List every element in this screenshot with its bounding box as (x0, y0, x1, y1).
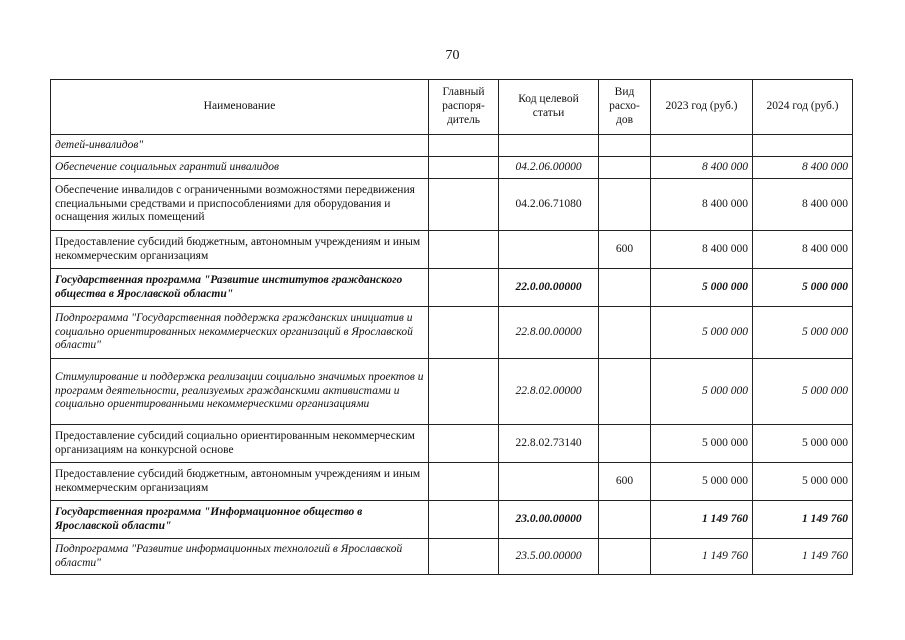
row-2024-cell: 5 000 000 (753, 463, 853, 501)
page-number: 70 (445, 48, 460, 63)
row-name-cell: Подпрограмма "Развитие информационных технологий в Ярославской области" (51, 539, 429, 575)
row-2023-cell: 5 000 000 (651, 269, 753, 307)
row-expense-cell (599, 501, 651, 539)
row-2024-cell: 5 000 000 (753, 307, 853, 359)
budget-table (50, 79, 853, 575)
row-name-cell: Стимулирование и поддержка реализации социально значимых проектов и программ деятельности, реализуемых гражданскими активистами и социально ориентированными некоммерческими организациями (51, 359, 429, 425)
table-row (51, 359, 853, 425)
row-manager-cell (429, 359, 499, 425)
row-expense-cell (599, 307, 651, 359)
row-expense-cell (599, 539, 651, 575)
header-2023: 2023 год (руб.) (651, 80, 753, 135)
row-2024-cell (753, 135, 853, 157)
row-manager-cell (429, 157, 499, 179)
table-row (51, 135, 853, 157)
row-manager-cell (429, 135, 499, 157)
row-expense-cell (599, 157, 651, 179)
row-manager-cell (429, 179, 499, 231)
row-code-cell (499, 135, 599, 157)
row-manager-cell (429, 539, 499, 575)
row-2023-cell: 5 000 000 (651, 425, 753, 463)
row-expense-cell (599, 359, 651, 425)
table-header-row (51, 80, 853, 135)
header-code: Код целевой статьи (499, 80, 599, 135)
row-2023-cell: 5 000 000 (651, 463, 753, 501)
row-expense-cell (599, 179, 651, 231)
table-row (51, 539, 853, 575)
row-2024-cell: 5 000 000 (753, 269, 853, 307)
row-2023-cell (651, 135, 753, 157)
row-name-cell: Предоставление субсидий социально ориентированным некоммерческим организациям на конкурсной основе (51, 425, 429, 463)
row-2023-cell: 8 400 000 (651, 157, 753, 179)
row-2023-cell: 1 149 760 (651, 501, 753, 539)
row-manager-cell (429, 231, 499, 269)
row-code-cell: 22.8.02.00000 (499, 359, 599, 425)
header-name: Наименование (51, 80, 429, 135)
header-manager: Главный распоря-дитель (429, 80, 499, 135)
row-name-cell: Обеспечение социальных гарантий инвалидов (51, 157, 429, 179)
row-2024-cell: 1 149 760 (753, 539, 853, 575)
row-2024-cell: 8 400 000 (753, 179, 853, 231)
row-code-cell (499, 231, 599, 269)
header-expense: Вид расхо-дов (599, 80, 651, 135)
row-name-cell: Государственная программа "Информационное общество в Ярославской области" (51, 501, 429, 539)
row-2024-cell: 5 000 000 (753, 425, 853, 463)
table-row (51, 179, 853, 231)
row-2024-cell: 1 149 760 (753, 501, 853, 539)
row-manager-cell (429, 501, 499, 539)
table-row (51, 157, 853, 179)
row-name-cell: Предоставление субсидий бюджетным, автономным учреждениям и иным некоммерческим организациям (51, 231, 429, 269)
table-row (51, 269, 853, 307)
row-2023-cell: 8 400 000 (651, 179, 753, 231)
row-manager-cell (429, 269, 499, 307)
table-row (51, 501, 853, 539)
header-2024: 2024 год (руб.) (753, 80, 853, 135)
row-name-cell: детей-инвалидов" (51, 135, 429, 157)
row-2024-cell: 8 400 000 (753, 157, 853, 179)
row-2024-cell: 5 000 000 (753, 359, 853, 425)
table-row (51, 231, 853, 269)
row-code-cell: 23.5.00.00000 (499, 539, 599, 575)
row-manager-cell (429, 425, 499, 463)
row-name-cell: Обеспечение инвалидов с ограниченными возможностями передвижения специальными средствами и приспособлениями для оборудования и оснащения жилых помещений (51, 179, 429, 231)
row-name-cell: Предоставление субсидий бюджетным, автономным учреждениям и иным некоммерческим организациям (51, 463, 429, 501)
row-code-cell: 22.8.00.00000 (499, 307, 599, 359)
row-expense-cell: 600 (599, 231, 651, 269)
row-expense-cell: 600 (599, 463, 651, 501)
table-row (51, 425, 853, 463)
row-name-cell: Государственная программа "Развитие институтов гражданского общества в Ярославской области" (51, 269, 429, 307)
table-row (51, 463, 853, 501)
row-expense-cell (599, 269, 651, 307)
row-code-cell: 04.2.06.00000 (499, 157, 599, 179)
row-manager-cell (429, 307, 499, 359)
row-expense-cell (599, 425, 651, 463)
row-manager-cell (429, 463, 499, 501)
table-row (51, 307, 853, 359)
row-code-cell: 04.2.06.71080 (499, 179, 599, 231)
row-2024-cell: 8 400 000 (753, 231, 853, 269)
row-2023-cell: 8 400 000 (651, 231, 753, 269)
row-2023-cell: 5 000 000 (651, 307, 753, 359)
row-code-cell (499, 463, 599, 501)
row-code-cell: 22.0.00.00000 (499, 269, 599, 307)
row-2023-cell: 1 149 760 (651, 539, 753, 575)
row-name-cell: Подпрограмма "Государственная поддержка гражданских инициатив и социально ориентированных некоммерческих организаций в Ярославской области" (51, 307, 429, 359)
row-code-cell: 22.8.02.73140 (499, 425, 599, 463)
row-expense-cell (599, 135, 651, 157)
row-code-cell: 23.0.00.00000 (499, 501, 599, 539)
row-2023-cell: 5 000 000 (651, 359, 753, 425)
